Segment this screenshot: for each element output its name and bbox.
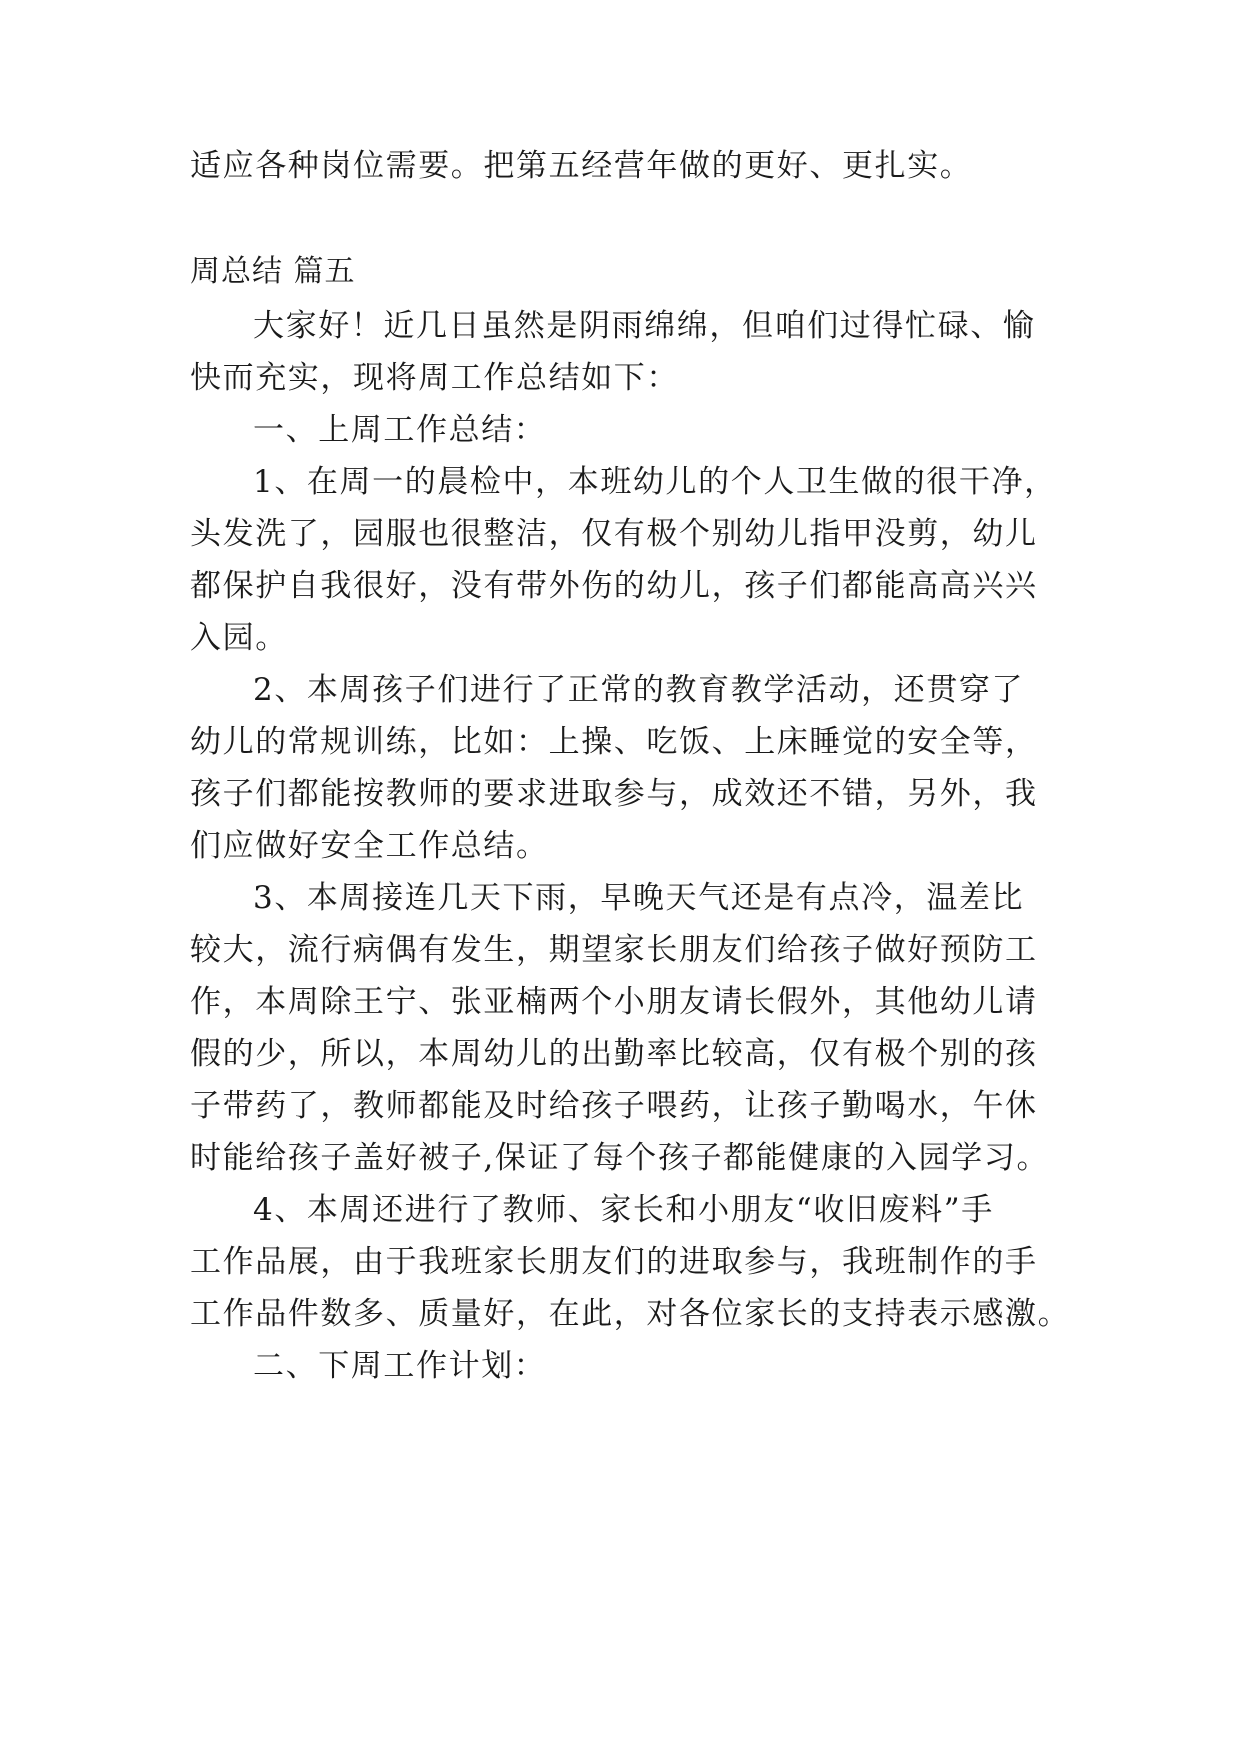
paragraph-line: 子带药了，教师都能及时给孩子喂药，让孩子勤喝水，午休 [190,1088,1038,1124]
paragraph-line: 较大，流行病偶有发生，期望家长朋友们给孩子做好预防工 [190,932,1038,968]
paragraph-line: 都保护自我很好，没有带外伤的幼儿，孩子们都能高高兴兴 [190,568,1038,604]
section-heading: 周总结 篇五 [190,254,356,289]
subsection-heading: 二、下周工作计划： [253,1348,547,1384]
paragraph-line: 3、本周接连几天下雨，早晚天气还是有点冷，温差比 [253,880,1025,916]
paragraph-line: 假的少，所以，本周幼儿的出勤率比较高，仅有极个别的孩 [190,1036,1038,1072]
paragraph-line: 快而充实，现将周工作总结如下： [190,360,679,396]
paragraph-line: 2、本周孩子们进行了正常的教育教学活动，还贯穿了 [253,672,1025,708]
paragraph-line: 4、本周还进行了教师、家长和小朋友“收旧废料”手 [253,1192,994,1228]
paragraph-line: 们应做好安全工作总结。 [190,828,549,864]
paragraph-line: 适应各种岗位需要。把第五经营年做的更好、更扎实。 [190,148,973,184]
paragraph-line: 作，本周除王宁、张亚楠两个小朋友请长假外，其他幼儿请 [190,984,1038,1020]
subsection-heading: 一、上周工作总结： [253,412,547,448]
paragraph-line: 头发洗了，园服也很整洁，仅有极个别幼儿指甲没剪，幼儿 [190,516,1038,552]
paragraph-line: 工作品展，由于我班家长朋友们的进取参与，我班制作的手 [190,1244,1038,1280]
paragraph-line: 幼儿的常规训练，比如：上操、吃饭、上床睡觉的安全等， [190,724,1038,760]
paragraph-line: 工作品件数多、质量好，在此，对各位家长的支持表示感激。 [190,1296,1071,1332]
paragraph-line: 1、在周一的晨检中，本班幼儿的个人卫生做的很干净， [253,464,1057,500]
paragraph-line: 孩子们都能按教师的要求进取参与，成效还不错，另外，我 [190,776,1038,812]
paragraph-line: 时能给孩子盖好被子,保证了每个孩子都能健康的入园学习。 [190,1140,1050,1176]
paragraph-line: 大家好！近几日虽然是阴雨绵绵，但咱们过得忙碌、愉 [253,308,1036,344]
paragraph-line: 入园。 [190,620,288,656]
